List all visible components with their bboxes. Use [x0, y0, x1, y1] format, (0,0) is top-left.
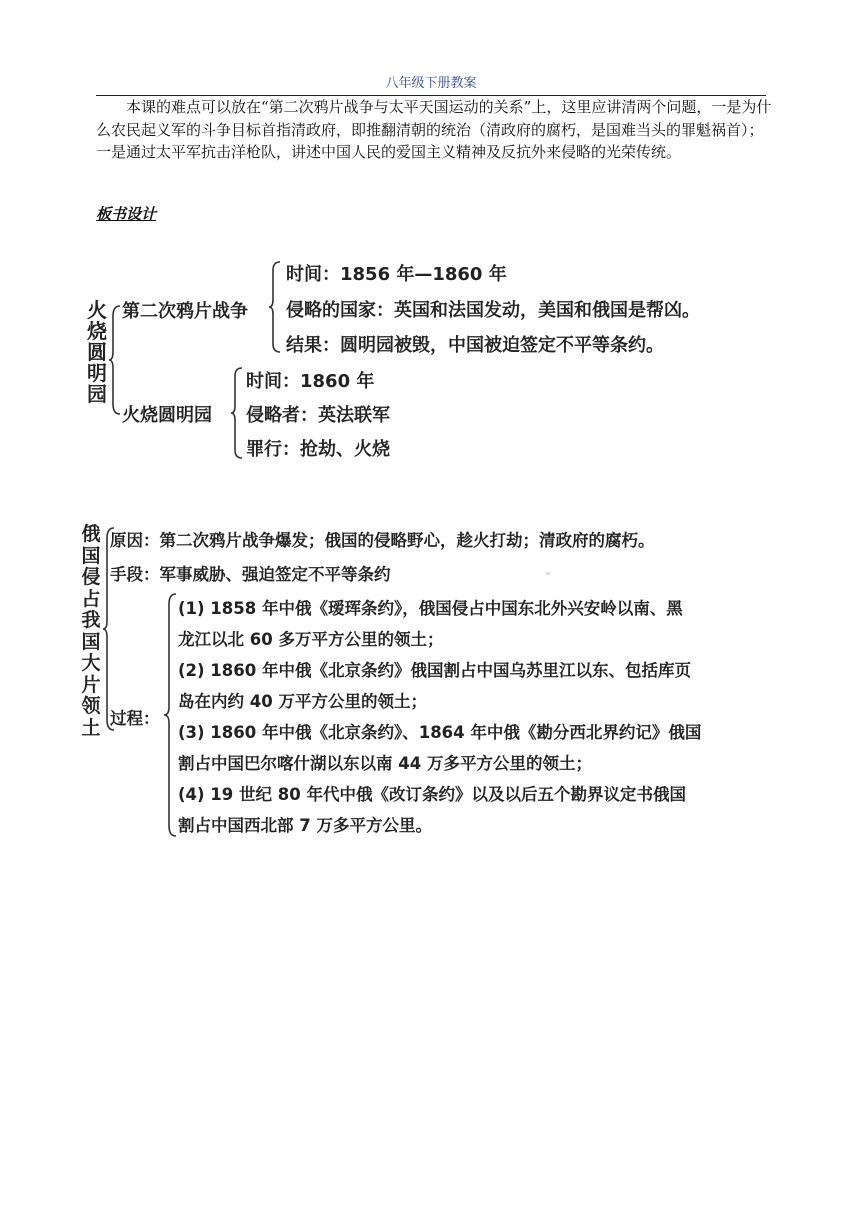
diagram1-root-brace — [108, 304, 122, 416]
diagram2-process-label: 过程： — [110, 709, 160, 728]
diagram1-branch2-item: 侵略者：英法联军 — [246, 405, 390, 426]
diagram2-process-line: 龙江以北 60 多万平方公里的领土； — [178, 630, 444, 649]
diagram2-reason: 原因：第二次鸦片战争爆发；俄国的侵略野心，趁火打劫；清政府的腐朽。 — [110, 531, 655, 550]
diagram2-means: 手段：军事威胁、强迫签定不平等条约 — [110, 565, 391, 584]
diagram1-root-label: 火 烧 圆 明 园 — [87, 298, 107, 406]
diagram2-process-line: (3) 1860 年中俄《北京条约》、1864 年中俄《勘分西北界约记》俄国 — [178, 723, 702, 742]
diagram1-branch2-item: 罪行：抢劫、火烧 — [246, 439, 390, 460]
diagram2-process-line: 岛在内约 40 万平方公里的领土； — [178, 692, 427, 711]
scan-speck — [546, 572, 550, 575]
diagram1-branch2-item: 时间：1860 年 — [246, 371, 375, 392]
diagram1-branch1-item: 时间：1856 年—1860 年 — [286, 264, 507, 285]
diagram2-root-brace — [102, 526, 116, 732]
diagram2-process-line: 割占中国西北部 7 万多平方公里。 — [178, 816, 432, 835]
diagram1-branch1-brace — [268, 260, 282, 354]
diagram2-process-line: (1) 1858 年中俄《瑷珲条约》，俄国侵占中国东北外兴安岭以南、黑 — [178, 599, 683, 618]
diagram2-process-line: (4) 19 世纪 80 年代中俄《改订条约》以及以后五个勘界议定书俄国 — [178, 785, 686, 804]
diagram2-process-line: (2) 1860 年中俄《北京条约》俄国割占中国乌苏里江以东、包括库页 — [178, 661, 691, 680]
diagram1-branch1-item: 侵略的国家：英国和法国发动，美国和俄国是帮凶。 — [286, 300, 700, 321]
page-header: 八年级下册教案 — [96, 72, 766, 96]
diagram1-branch2-label: 火烧圆明园 — [122, 405, 212, 426]
diagram1-branch2-brace — [230, 366, 244, 460]
diagram2-root-label: 俄 国 侵 占 我 国 大 片 领 土 — [81, 523, 101, 739]
section-heading: 板书设计 — [96, 205, 157, 223]
diagram1-branch1-item: 结果：圆明园被毁，中国被迫签定不平等条约。 — [286, 335, 664, 356]
diagram-fire-yuanmingyuan — [80, 250, 780, 465]
diagram-russia-territory — [80, 522, 780, 842]
intro-paragraph: 本课的难点可以放在“第二次鸦片战争与太平天国运动的关系”上，这里应讲清两个问题，一是为什么农民起义军的斗争目标首指清政府，即推翻清朝的统治（清政府的腐朽，是国难当头的罪魁祸首）；一是通过太平军抗击洋枪队，讲述中国人民的爱国主义精神及反抗外来侵略的光荣传统。 — [96, 98, 772, 161]
diagram2-process-line: 割占中国巴尔喀什湖以东以南 44 万多平方公里的领土； — [178, 754, 592, 773]
diagram1-branch1-label: 第二次鸦片战争 — [122, 301, 248, 322]
diagram2-process-brace — [162, 592, 178, 838]
